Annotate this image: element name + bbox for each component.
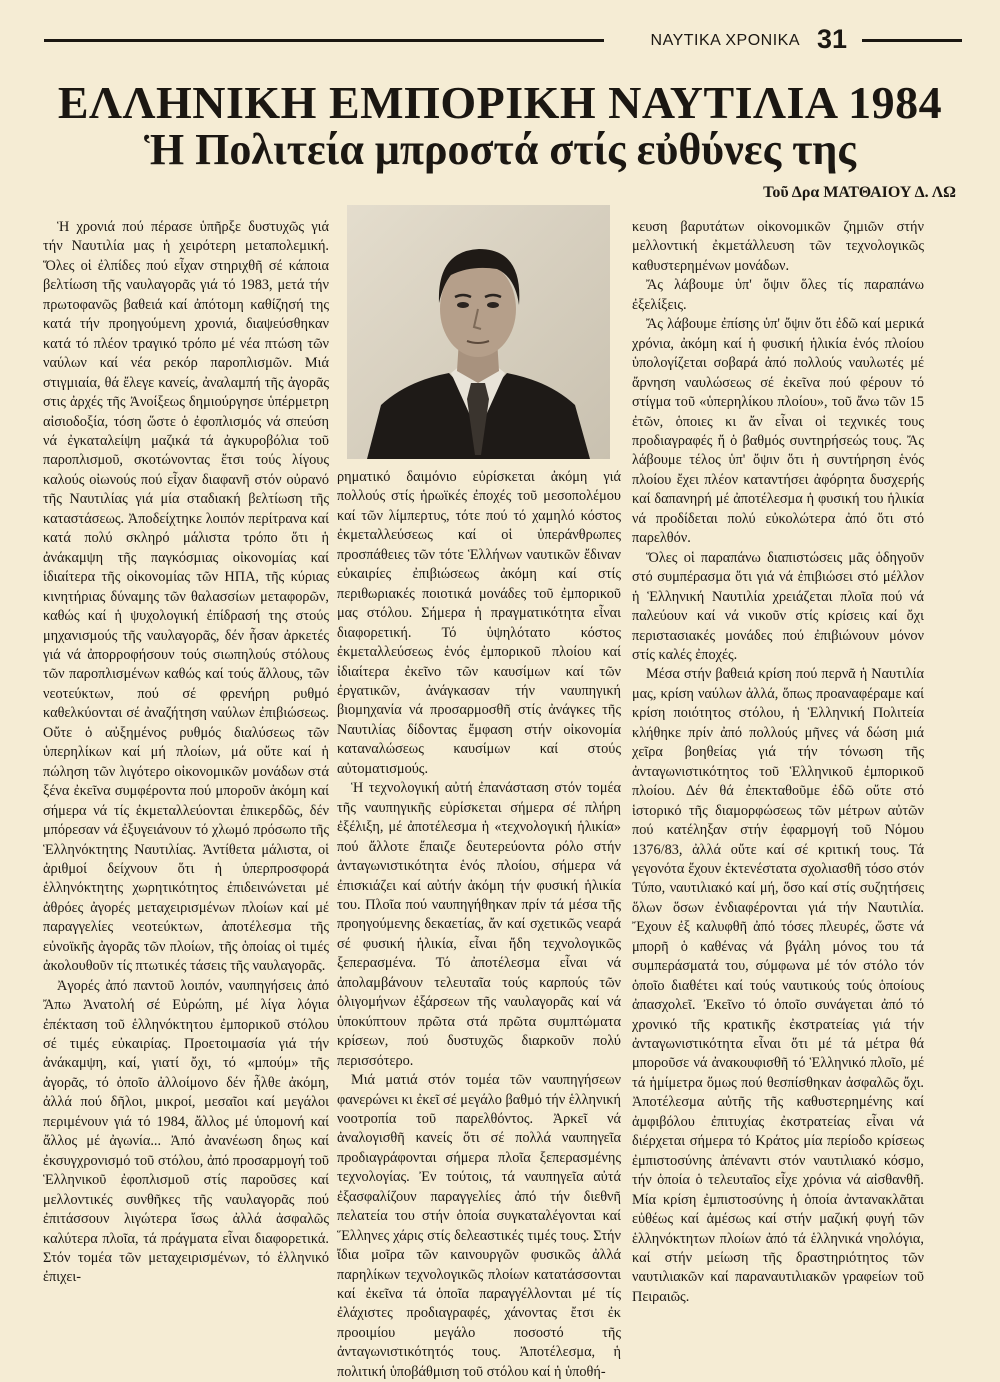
article-title: ΕΛΛΗΝΙΚΗ ΕΜΠΟΡΙΚΗ ΝΑΥΤΙΛΙΑ 1984	[57, 77, 943, 128]
paragraph: Ἡ τεχνολογική αὐτή ἐπανάσταση στόν τομέα τῆς ναυπηγικῆς εὑρίσκεται σήμερα σέ πλήρη ἐξέλιξη, μέ ἀποτέλεσμα ἡ «τεχνολογική ἡλικία» πού ἄλλοτε ἔπαιζε δευτερεύοντα ρόλο στήν ἀνταγωνιστικότητα ἑνός πλοίου, σήμερα νά ἐπισκιάζει καί αὐτήν ἀκόμη τήν φυσική ἡλικία του. Πλοῖα πού ναυπηγήθηκαν πρίν τά μέσα τῆς προηγούμενης δεκαετίας, ἄν καί σχετικῶς νεαρά σέ φυσική ἡλικία, εἶναι ἤδη τεχνολογικῶς ξεπερασμένα. Τό ἀποτέλεσμα εἶναι νά ἀπολαμβάνουν τελευταῖα τούς καρπούς τῶν ὀλιγομήνων ἐξάρσεων τῆς ναυλαγορᾶς καί νά ὑποκύπτουν πρῶτα στά πρῶτα συμπτώματα κρίσεων, πού δυστυχῶς διαρκοῦν πολύ περισσότερο.	[337, 780, 621, 1069]
paragraph: Ἀγορές ἀπό παντοῦ λοιπόν, ναυπηγήσεις ἀπό Ἄπω Ἀνατολή σέ Εὐρώπη, μέ λίγα λόγια ἐπέκταση τοῦ ἑλληνόκτητου ἐμπορικοῦ στόλου σέ τιμές εὐκαιρίας. Προετοιμασία γιά τήν ἀνάκαμψη, καί, γιατί ὄχι, τό «μπούμ» τῆς ἀγορᾶς, τό ὁποῖο ἀλλοίμονο δέν ἦλθε ἀκόμη, ἀλλά πού δῆλοι, μικροί, μεσαῖοι καί μεγάλοι περιμένουν γιά τό 1984, ἄλλος μέ ὑπομονή καί ἄλλος μέ ἀγωνία... Ἀπό ἀνανέωση δηως καί ἐκσυγχρονισμό τοῦ στόλου, ἀπό προσαρμογή τοῦ Ἑλληνικοῦ ἐφοπλισμοῦ στίς παροῦσες καί μελλοντικές συνθῆκες τῆς ναυλαγορᾶς πού ἐπιτάσσουν λιγώτερα ἴσως ἀλλά ἀσφαλῶς καλύτερα πλοῖα, τά πράγματα εἶναι διαφορετικά. Στόν τομέα τῶν μεταχειρισμένων, τό ἑλληνικό ἐπιχει-	[43, 977, 329, 1286]
paragraph: Μιά ματιά στόν τομέα τῶν ναυπηγήσεων φανερώνει κι ἐκεῖ σέ μεγάλο βαθμό τήν ἑλληνική νοοτροπία τοῦ παρελθόντος. Ἀρκεῖ νά ἀναλογισθῆ κανείς ὅτι σέ πολλά ναυπηγεῖα προδιαγράφονται σήμερα πλοῖα ξεπερασμένης τεχνολογίας. Ἐν τούτοις, τά ναυπηγεῖα αὐτά ἐξασφαλίζουν παραγγελίες ἀπό τήν διεθνῆ πελατεία του στήν ὁποία συγκαταλέγονται καί Ἕλληνες χάρις στίς δελεαστικές τιμές τους. Στήν ἴδια μοῖρα τῶν καινουργῶν φυσικῶς ἀλλά παρηλίκων τεχνολογικῶς πλοίων κατατάσσονται καί ἐκεῖνα τά ὁποῖα παραγγέλλονται μέ τίς ἐλάχιστες προδιαγραφές, χάνοντας ἔτσι ἐκ προοιμίου μεγάλο ποσοστό τῆς ἀνταγωνιστικότητός τους. Ἀποτέλεσμα, ἡ πολιτική ὑποβάθμιση τοῦ στόλου καί ἡ ὑποθή-	[337, 1072, 621, 1380]
text-column-1	[43, 218, 329, 1328]
article-subtitle: Ἡ Πολιτεία μπροστά στίς εὐθύνες της	[144, 125, 856, 174]
page-number: 31	[816, 24, 848, 54]
author-photo	[347, 205, 610, 459]
author-portrait-image	[347, 205, 610, 459]
paragraph: Μέσα στήν βαθειά κρίση πού περνᾶ ἡ Ναυτιλία μας, κρίση ναύλων ἀλλά, ὅπως προαναφέραμε καί κρίση ποιότητος στόλου, ἡ Ἑλληνική Πολιτεία κλήθηκε πρίν ἀπό πολλούς μῆνες νά δώση μιά χεῖρα βοηθείας γιά τήν τόνωση τῆς ἀνταγωνιστικότητος τοῦ Ἑλληνικοῦ ἐμπορικοῦ πλοίου. Δέν θά ἐπεκταθοῦμε ἐδῶ οὔτε στό ἱστορικό τῆς διαμορφώσεως τῶν μέτρων αὐτῶν πού κατέληξαν στήν ἐφαρμογή τοῦ Νόμου 1376/83, ἀλλά οὔτε καί σέ κριτική τους. Τά γεγονότα ἔχουν ἐκτενέστατα σχολιασθῆ τόσο στόν Τύπο, ναυτιλιακό καί μή, ὅσο καί στίς συζητήσεις ὅλων ὅσων ἐνδιαφέρονται γιά τήν Ναυτιλία. Ἔχουν ἐξ καλυφθῆ ἀπό τόσες πλευρές, ὥστε νά μπορῆ ὁ καθένας νά βγάλη μόνος του τά συμπεράσματά του, σύμφωνα μέ τόν στόλο τόν ὁποῖο διαθέτει καί τούς ναυτικούς τούς ὁποίους ἀπασχολεῖ. Ἐκεῖνο τό ὁποῖο συνάγεται ἀπό τό χρονικό τῆς κρατικῆς ἐκστρατείας γιά τήν ἀνταγωνιστικότητα εἶναι ὅτι μέ τά μέτρα θά μποροῦσε νά ἀνακουφισθῆ τό Ἑλληνικό πλοῖο, μέ τά ἡμίμετρα ὅμως πού θεσπίσθηκαν ἀσφαλῶς ὄχι. Ἀποτέλεσμα αὐτῆς τῆς καθυστερημένης καί ἀμφιβόλου ἐπιτυχίας ἐκστρατείας εἶναι νά διέρχεται σήμερα τό Κράτος μία περίοδο κρίσεως ἐμπιστοσύνης ἀπέναντι στόν ναυτιλιακό κόσμο, τήν ὁποία ὁ τελευταῖος εἶχε χρόνια νά αἰσθανθῆ. Μία κρίση ἐμπιστοσύνης ἡ ὁποία ἀντανακλᾶται εὐθέως καί ἀμέσως καί στήν μαζική φυγή τῶν ἑλληνόκτητων πλοίων ἀπό τά ἑλληνικά νηολόγια, καί στήν μείωση τῆς δραστηριότητος τῶν ναυτιλιακῶν καί παραναυτιλιακῶν γραφείων τοῦ Πειραιῶς.	[632, 666, 924, 1305]
text-column-2	[337, 468, 621, 1380]
paragraph: κευση βαρυτάτων οἰκονομικῶν ζημιῶν στήν μελλοντική ἐκμετάλλευση τῶν τεχνολογικῶς καθυστερημένων μονάδων.	[632, 219, 924, 274]
paragraph: Ἄς λάβουμε ὑπ' ὄψιν ὅλες τίς παραπάνω ἐξελίξεις.	[632, 277, 924, 313]
paragraph: Ἄς λάβουμε ἐπίσης ὑπ' ὄψιν ὅτι ἐδῶ καί μερικά χρόνια, ἀκόμη καί ἡ φυσική ἡλικία ἑνός πλοίου ὑπολογίζεται σοβαρά ἀπό πολλούς ναυλωτές μέ ἄρνηση ναυλώσεως σέ ἐκεῖνα πού φέρουν τό στίγμα τοῦ «ὑπερηλίκου πλοίου», τοῦ ἄνω τῶν 15 ἐτῶν, ὁποιες κι ἄν εἶναι οἱ τεχνικές τους προδιαγραφές ἤ ὁ βαθμός συντηρήσεώς τους. Ἄς λάβουμε τέλος ὑπ' ὄψιν ὅτι ἡ συντήρηση ἑνός πλοίου ἔχει πλέον καταντήσει ἀφόρητα δυσχερής καί δαπανηρή μέ ἀποτέλεσμα ἡ φυσική του ἡλικία νά προδίδεται πολύ εὐκολώτερα ἀπό ὅτι στό παρελθόν.	[632, 316, 924, 547]
paragraph: ρηματικό δαιμόνιο εὑρίσκεται ἀκόμη γιά πολλούς στίς ἡρωϊκές ἐποχές τοῦ μεσοπολέμου καί τῶν λίμπερτυς, τότε πού τό χαμηλό κόστος ἐκμεταλλεύσεως καί οἱ ὑπεράνθρωπες προσπάθειες τῶν τότε Ἑλλήνων ναυτικῶν ἔδιναν εὐκαιρίες ἐπιβιώσεως ἀκόμη καί στίς περιθωριακές ποιοτικά μονάδες τοῦ ἐμπορικοῦ μας στόλου. Σήμερα ἡ πραγματικότητα εἶναι διαφορετική. Τό ὑψηλότατο κόστος ἐκμεταλλεύσεως ἑνός ἐμπορικοῦ πλοίου καί ἰδιαίτερα ἐκεῖνο τῶν καυσίμων καί τῶν ἐργατικῶν, ἀνάγκασαν τήν ναυπηγική βιομηχανία νά προσαρμοσθῆ στίς ἀνάγκες τῆς Ναυτιλίας δίδοντας ἔμφαση στήν οἰκονομία καταναλώσεως καυσίμων καί στούς αὐτοματισμούς.	[337, 469, 621, 777]
paragraph: Ἡ χρονιά πού πέρασε ὑπῆρξε δυστυχῶς γιά τήν Ναυτιλία μας ἡ χειρότερη μεταπολεμική. Ὅλες οἱ ἐλπίδες πού εἶχαν στηριχθῆ σέ κάποια βελτίωση τῆς ναυλαγορᾶς γιά τό 1983, μετά τήν πρωτοφανῶς βαθειά καί ἀπότομη καθίζησή της κατά τήν προηγούμενη χρονιά, διαψεύσθηκαν κατά τό πλέον τραγικό τρόπο μέ νέα πτώση τῶν ναύλων καί νέα ρεκόρ παροπλισμῶν. Μιά στιγμιαία, θά ἔλεγε κανείς, ἀναλαμπή τῆς ἀγορᾶς στις ἀρχές τῆς Ἀνοίξεως δημιούργησε ὑπέρμετρη αἰσιοδοξία, τόση ὥστε ὁ ἐφοπλισμός νά σπεύση νά ἐγκαταλείψη μαζικά τά ἀγκυροβόλια τοῦ παροπλισμοῦ, σκοτώνοντας ἔτσι τούς λίγους καλούς οἰωνούς πού εἶχαν διαφανῆ στόν οὐρανό τῆς Ναυτιλίας γιά μία σταδιακή βελτίωση τῆς καταστάσεως. Ἀποδείχτηκε λοιπόν περίτρανα καί κατά πολύ σκληρό μάλιστα τρόπο ὅτι ἡ ἀνάκαμψη τῆς παγκόσμιας οἰκονομίας καί ἰδιαίτερα τῆς οἰκονομίας τῶν ΗΠΑ, τῆς κύριας κινητήριας δύναμης τῶν θαλασσίων μεταφορῶν, καθώς καί ἡ ψυχολογική ἐπίδρασή της στούς μηχανισμούς τῆς ναυλαγορᾶς, δέν ἦσαν ἀρκετές γιά νά ἀπορροφήσουν τούς σιωπηλούς στόλους τῶν παροπλισμένων καθώς καί τούς ἄλλους, τῶν νεοτεύκτων, πού σέ φρενήρη ρυθμό καθελκύονται σέ ἀναζήτηση ναύλων ἐπιβιώσεως. Οὔτε ὁ αὐξημένος ρυθμός διαλύσεως τῶν ὑπερηλίκων καί μή πλοίων, μά οὔτε καί ἡ πώληση τῶν λιγότερο οἰκονομικῶν μονάδων στά ξένα ἐκεῖνα συμφέροντα πού μποροῦν ἀκόμη καί σήμερα νά τίς ἐκμεταλλεύονται ἐπικερδῶς, δέν μπόρεσαν νά ἐξυγειάνουν τό χλωμό πρόσωπο τῆς Ἑλληνόκτητης Ναυτιλίας. Ἀντίθετα μάλιστα, οἱ ἀριθμοί δείχνουν ὅτι ἡ ὑπερπροσφορά ἑλληνόκτητης χωρητικότητος ἐπιδεινώνεται μέ ἀθρόες ἀγορές μεταχειρισμένων πλοίων καί μέ παραγγελίες νεοτεύκτων, ἀποτέλεσμα τῆς εὐνοϊκῆς ἀγορᾶς τῶν πλοίων, τῆς ὁποίας οἱ τιμές ἀκολουθοῦν τίς πτωτικές τάσεις τῆς ναυλαγορᾶς.	[43, 219, 329, 975]
article-byline: Τοῦ Δρα ΜΑΤΘΑΙΟΥ Δ. ΛΩ	[763, 184, 956, 201]
header-rule-left	[44, 39, 604, 42]
magazine-section: ΝΑΥΤΙΚΑ ΧΡΟΝΙΚΑ	[650, 32, 800, 49]
header-rule-right	[862, 39, 962, 42]
paragraph: Ὅλες οἱ παραπάνω διαπιστώσεις μᾶς ὁδηγοῦν στό συμπέρασμα ὅτι γιά νά ἐπιβιώσει στό μέλλον ἡ Ἑλληνική Ναυτιλία χρειάζεται πλοῖα πού νά παλεύουν καί νά νικοῦν στίς κρίσεις καί ὄχι περιστασιακές μονάδες πού ἐπιβιώνουν μόνον στίς καλές ἐποχές.	[632, 549, 924, 663]
text-column-3	[632, 218, 924, 1328]
